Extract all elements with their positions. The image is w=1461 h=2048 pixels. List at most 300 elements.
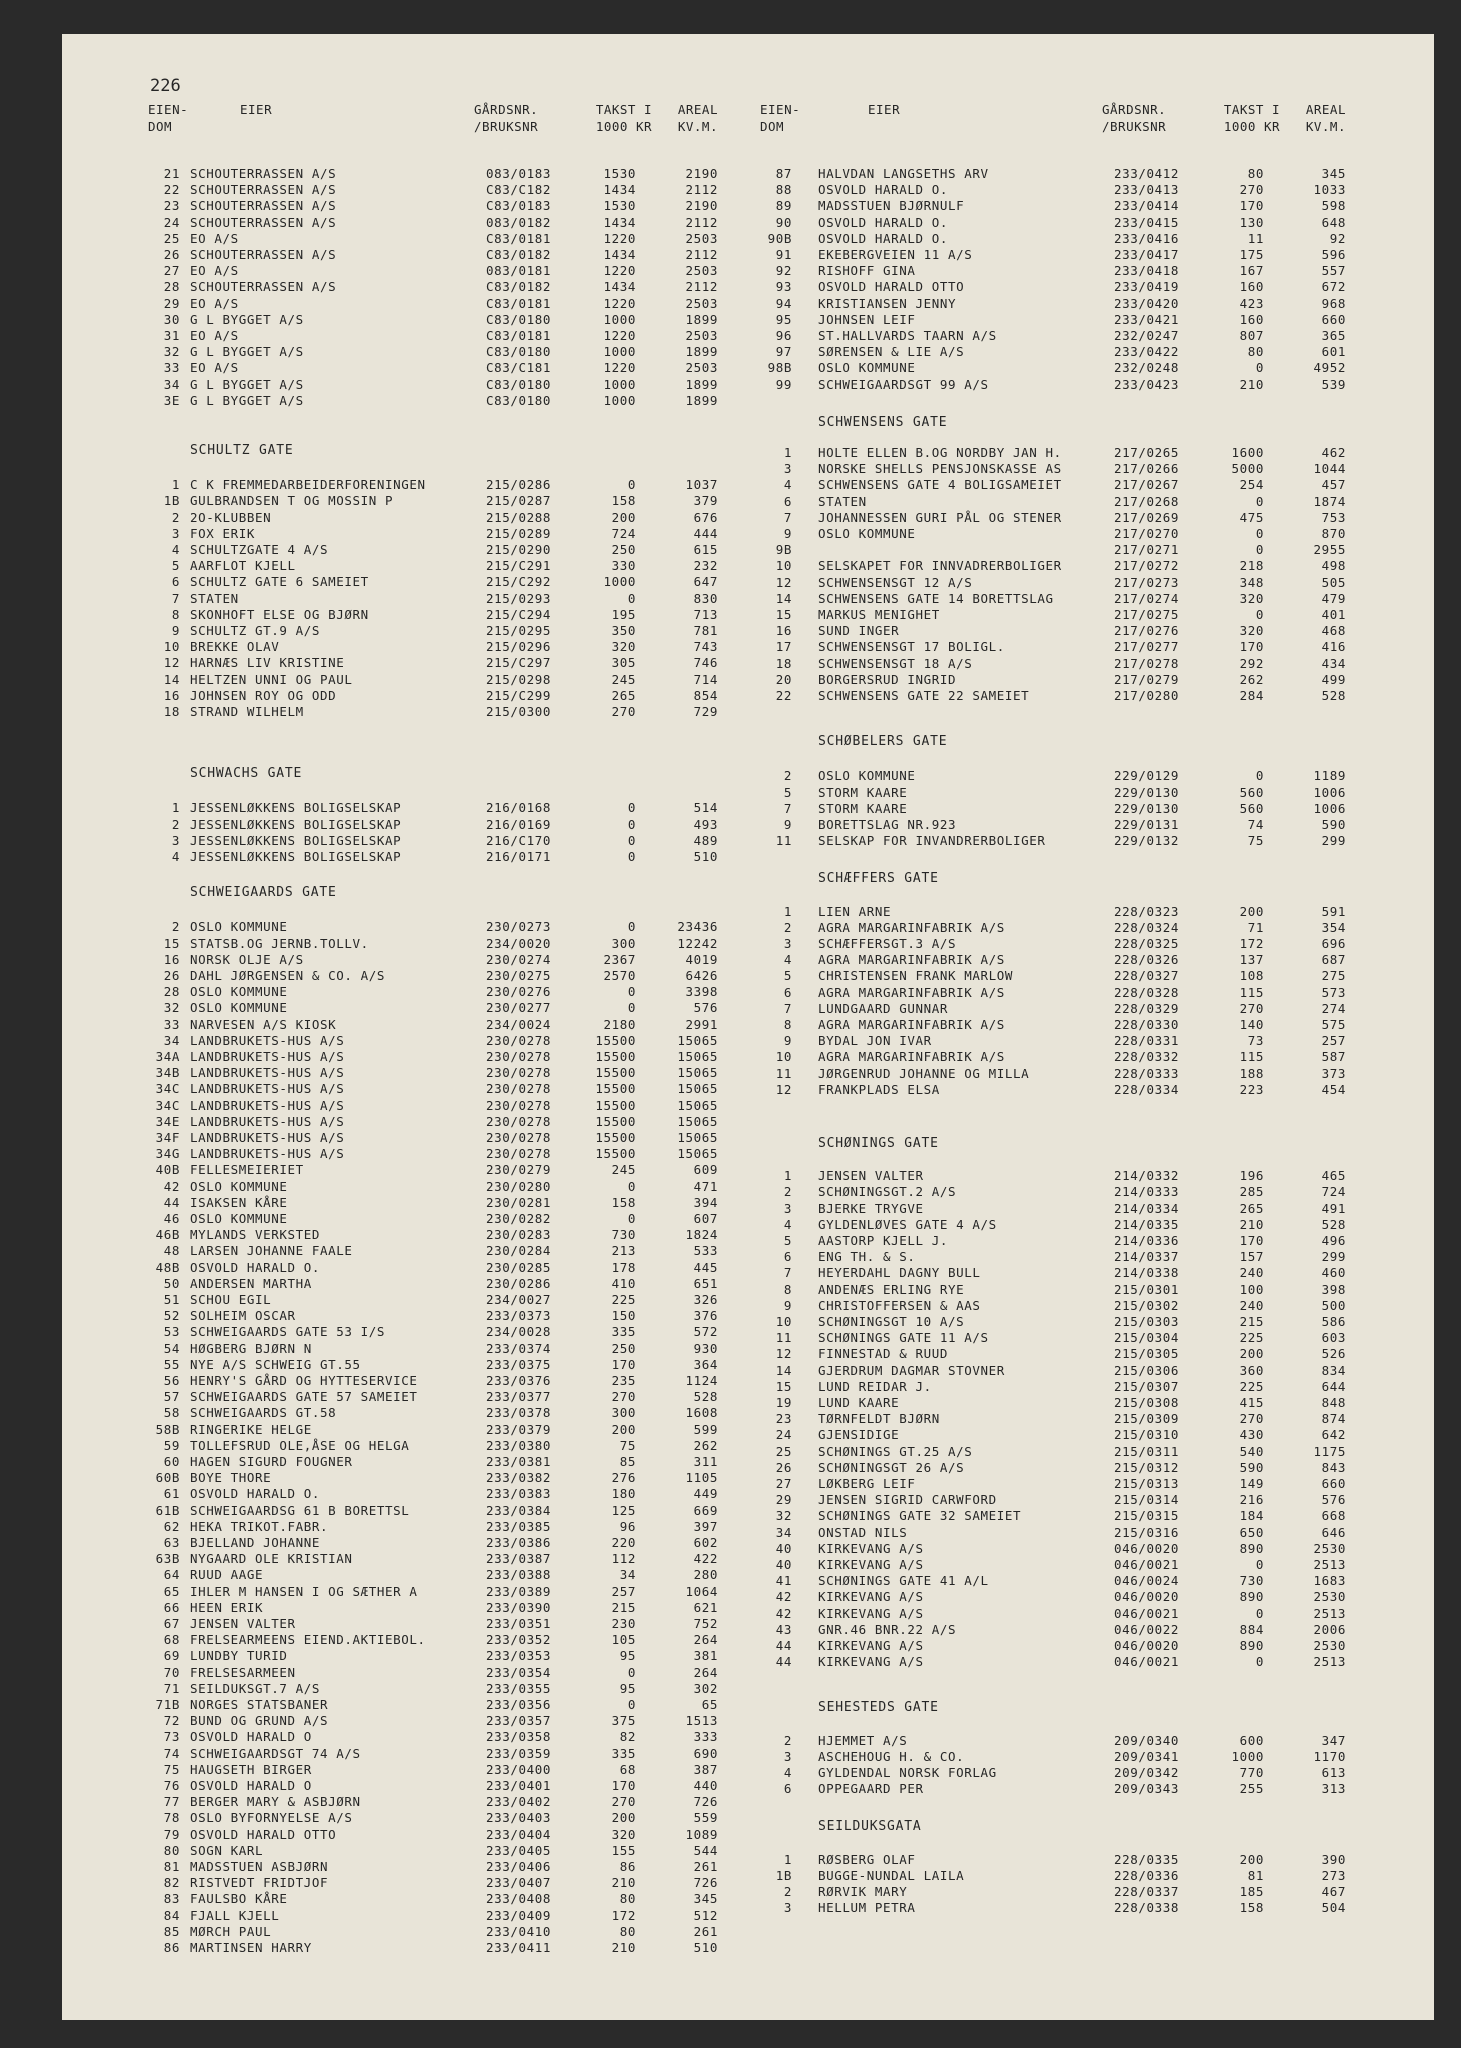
gardsnr-bruksnr: 209/0341: [1114, 1748, 1180, 1764]
owner-name: MARTINSEN HARRY: [190, 1940, 312, 1955]
takst-value: 15500: [595, 1097, 636, 1113]
takst-value: 157: [1239, 1249, 1264, 1265]
gardsnr-bruksnr: 233/0417: [1114, 247, 1180, 262]
areal-value: 313: [1321, 1781, 1346, 1797]
gardsnr-bruksnr: 217/0269: [1114, 509, 1180, 525]
areal-value: 642: [1321, 1427, 1346, 1443]
property-number: 12: [775, 1081, 792, 1097]
areal-value: 753: [1321, 509, 1346, 525]
gardsnr-bruksnr: 233/0357: [486, 1713, 552, 1729]
property-number: 26: [163, 968, 180, 983]
gardsnr-bruksnr: 234/0027: [486, 1292, 552, 1307]
table-row: [0, 1233, 1461, 1249]
table-row: [0, 279, 1461, 295]
header-eier: EIER: [240, 102, 273, 117]
owner-name: SCHWEIGAARDS GATE 57 SAMEIET: [190, 1389, 418, 1405]
areal-value: 376: [693, 1308, 718, 1324]
areal-value: 613: [1321, 1765, 1346, 1780]
property-number: 30: [163, 311, 180, 327]
gardsnr-bruksnr: 215/0306: [1114, 1362, 1180, 1378]
gardsnr-bruksnr: 233/0389: [486, 1583, 552, 1599]
property-number: 15: [775, 1378, 792, 1394]
gardsnr-bruksnr: 228/0336: [1114, 1867, 1180, 1883]
takst-value: 1000: [1231, 1748, 1264, 1764]
areal-value: 2503: [685, 360, 718, 376]
areal-value: 471: [693, 1178, 718, 1194]
areal-value: 690: [693, 1745, 718, 1761]
table-row: [0, 526, 1461, 542]
owner-name: SCHOUTERRASSEN A/S: [190, 166, 337, 181]
owner-name: JØRGENRUD JOHANNE OG MILLA: [818, 1065, 1030, 1081]
owner-name: SCHØNINGSGT 26 A/S: [818, 1459, 965, 1475]
property-number: 8: [783, 1017, 792, 1032]
property-number: 51: [163, 1292, 180, 1307]
table-row: [0, 1606, 1461, 1622]
property-number: 25: [775, 1443, 792, 1459]
gardsnr-bruksnr: 228/0327: [1114, 968, 1180, 984]
areal-value: 575: [1321, 1017, 1346, 1032]
table-row: [0, 1492, 1461, 1508]
gardsnr-bruksnr: 216/0168: [486, 800, 552, 816]
table-row: [0, 328, 1461, 344]
areal-value: 512: [693, 1907, 718, 1923]
property-number: 59: [163, 1437, 180, 1453]
takst-value: 2180: [603, 1016, 636, 1032]
gardsnr-bruksnr: 230/0278: [486, 1113, 552, 1129]
table-row: [0, 1049, 1461, 1065]
owner-name: ONSTAD NILS: [818, 1524, 908, 1540]
takst-value: 170: [611, 1778, 636, 1793]
owner-name: EO A/S: [190, 295, 239, 311]
gardsnr-bruksnr: 215/0309: [1114, 1411, 1180, 1427]
section-heading: SCHÆFFERS GATE: [818, 871, 939, 887]
gardsnr-bruksnr: 046/0021: [1114, 1557, 1180, 1572]
table-row: [0, 1249, 1461, 1265]
property-number: 67: [163, 1616, 180, 1631]
gardsnr-bruksnr: 215/0289: [486, 525, 552, 541]
areal-value: 647: [693, 574, 718, 590]
property-number: 12: [163, 655, 180, 671]
property-number: 29: [775, 1492, 792, 1508]
areal-value: 454: [1321, 1081, 1346, 1097]
areal-value: 479: [1321, 590, 1346, 606]
gardsnr-bruksnr: 233/0381: [486, 1454, 552, 1469]
gardsnr-bruksnr: 217/0268: [1114, 493, 1180, 509]
table-row: [0, 1427, 1461, 1443]
gardsnr-bruksnr: C83/0180: [486, 311, 552, 327]
owner-name: KRISTIANSEN JENNY: [818, 295, 957, 311]
property-number: 81: [163, 1859, 180, 1874]
gardsnr-bruksnr: 215/C292: [486, 574, 552, 590]
property-number: 62: [163, 1518, 180, 1534]
takst-value: 200: [611, 509, 636, 525]
owner-name: OSVOLD HARALD O.: [190, 1486, 321, 1502]
gardsnr-bruksnr: 230/0281: [486, 1194, 552, 1210]
gardsnr-bruksnr: 233/0354: [486, 1664, 552, 1680]
gardsnr-bruksnr: 233/0353: [486, 1648, 552, 1664]
areal-value: 422: [693, 1551, 718, 1567]
property-number: 73: [163, 1729, 180, 1745]
property-number: 34B: [155, 1065, 180, 1081]
areal-value: 2513: [1313, 1557, 1346, 1572]
owner-name: SUND INGER: [818, 623, 900, 639]
property-number: 96: [775, 328, 792, 343]
gardsnr-bruksnr: 233/0416: [1114, 230, 1180, 246]
areal-value: 1124: [685, 1373, 718, 1388]
property-number: 74: [163, 1745, 180, 1761]
property-number: 53: [163, 1324, 180, 1340]
table-row: [0, 1098, 1461, 1114]
owner-name: SCHOUTERRASSEN A/S: [190, 182, 337, 198]
takst-value: 130: [1239, 214, 1264, 230]
gardsnr-bruksnr: 215/0298: [486, 671, 552, 687]
table-row: [0, 1589, 1461, 1605]
areal-value: 528: [693, 1389, 718, 1405]
gardsnr-bruksnr: 230/0278: [486, 1130, 552, 1145]
owner-name: BYDAL JON IVAR: [818, 1033, 932, 1049]
table-row: [0, 1852, 1461, 1868]
owner-name: G L BYGGET A/S: [190, 392, 304, 408]
property-number: 69: [163, 1648, 180, 1664]
owner-name: G L BYGGET A/S: [190, 376, 304, 392]
table-row: [0, 1810, 1461, 1826]
areal-value: 15065: [677, 1130, 718, 1145]
gardsnr-bruksnr: 230/0283: [486, 1227, 552, 1243]
takst-value: 108: [1239, 968, 1264, 984]
areal-value: 434: [1321, 655, 1346, 671]
gardsnr-bruksnr: 233/0409: [486, 1907, 552, 1923]
property-number: 2: [171, 919, 180, 935]
areal-value: 2503: [685, 328, 718, 343]
property-number: 26: [775, 1459, 792, 1475]
takst-value: 240: [1239, 1265, 1264, 1281]
gardsnr-bruksnr: 233/0415: [1114, 214, 1180, 230]
areal-value: 510: [693, 849, 718, 864]
gardsnr-bruksnr: 230/0273: [486, 919, 552, 935]
takst-value: 410: [611, 1275, 636, 1291]
gardsnr-bruksnr: C83/0181: [486, 230, 552, 246]
owner-name: SCHWEIGAARDS GATE 53 I/S: [190, 1324, 386, 1340]
takst-value: 125: [611, 1502, 636, 1518]
gardsnr-bruksnr: 230/0278: [486, 1049, 552, 1064]
owner-name: JESSENLØKKENS BOLIGSELSKAP: [190, 832, 402, 848]
takst-value: 350: [611, 623, 636, 638]
takst-value: 0: [627, 590, 636, 606]
property-number: 10: [775, 1049, 792, 1065]
areal-value: 609: [693, 1162, 718, 1178]
areal-value: 493: [693, 816, 718, 832]
property-number: 21: [163, 166, 180, 181]
takst-value: 0: [627, 816, 636, 832]
areal-value: 468: [1321, 623, 1346, 639]
owner-name: LARSEN JOHANNE FAALE: [190, 1243, 353, 1259]
owner-name: ISAKSEN KÅRE: [190, 1194, 288, 1210]
owner-name: EO A/S: [190, 230, 239, 246]
takst-value: 188: [1239, 1065, 1264, 1081]
gardsnr-bruksnr: 233/0351: [486, 1616, 552, 1631]
takst-value: 15500: [595, 1032, 636, 1048]
takst-value: 15500: [595, 1130, 636, 1145]
gardsnr-bruksnr: 233/0422: [1114, 344, 1180, 360]
areal-value: 601: [1321, 344, 1346, 360]
owner-name: FAULSBO KÅRE: [190, 1891, 288, 1907]
gardsnr-bruksnr: 233/0404: [486, 1826, 552, 1842]
gardsnr-bruksnr: 217/0279: [1114, 671, 1180, 687]
takst-value: 68: [619, 1761, 636, 1777]
table-row: [0, 688, 1461, 704]
gardsnr-bruksnr: C83/0180: [486, 392, 552, 408]
gardsnr-bruksnr: 217/0267: [1114, 477, 1180, 493]
takst-value: 115: [1239, 1049, 1264, 1065]
gardsnr-bruksnr: 230/0279: [486, 1162, 552, 1178]
table-row: [0, 1654, 1461, 1670]
areal-value: 12242: [677, 935, 718, 951]
property-number: 22: [775, 688, 792, 703]
owner-name: SCHÆFFERSGT.3 A/S: [818, 936, 957, 951]
owner-name: SCHWENSENSGT 18 A/S: [818, 655, 973, 671]
property-number: 42: [163, 1178, 180, 1194]
property-number: 44: [163, 1194, 180, 1210]
table-row: [0, 445, 1461, 461]
owner-name: SCHOUTERRASSEN A/S: [190, 214, 337, 230]
gardsnr-bruksnr: 083/0181: [486, 263, 552, 279]
areal-value: 1899: [685, 344, 718, 360]
gardsnr-bruksnr: 233/0375: [486, 1356, 552, 1372]
owner-name: RISTVEDT FRIDTJOF: [190, 1875, 329, 1891]
owner-name: SCHØNINGS GATE 32 SAMEIET: [818, 1508, 1022, 1524]
takst-value: 300: [611, 1405, 636, 1421]
takst-value: 215: [1239, 1314, 1264, 1329]
takst-value: 245: [611, 671, 636, 687]
owner-name: SCHULTZGATE 4 A/S: [190, 542, 329, 557]
takst-value: 0: [627, 477, 636, 493]
areal-value: 2006: [1313, 1621, 1346, 1637]
gardsnr-bruksnr: 083/0182: [486, 214, 552, 230]
owner-name: NORSKE SHELLS PENSJONSKASSE AS: [818, 461, 1062, 477]
gardsnr-bruksnr: 233/0412: [1114, 166, 1180, 181]
areal-value: 615: [693, 542, 718, 557]
property-number: 24: [775, 1427, 792, 1443]
table-row: [0, 1146, 1461, 1162]
areal-value: 2955: [1313, 542, 1346, 558]
property-number: 44: [775, 1638, 792, 1653]
areal-value: 843: [1321, 1459, 1346, 1475]
property-number: 1: [783, 445, 792, 460]
takst-value: 0: [1255, 360, 1264, 376]
table-row: [0, 1265, 1461, 1281]
takst-value: 415: [1239, 1395, 1264, 1410]
owner-name: LUNDGAARD GUNNAR: [818, 1000, 949, 1016]
owner-name: BOYE THORE: [190, 1470, 272, 1486]
takst-value: 1530: [603, 198, 636, 214]
table-row: [0, 833, 1461, 849]
takst-value: 95: [619, 1648, 636, 1664]
takst-value: 375: [611, 1713, 636, 1729]
takst-value: 250: [611, 1340, 636, 1356]
property-number: 89: [775, 198, 792, 214]
takst-value: 320: [1239, 623, 1264, 639]
takst-value: 230: [611, 1616, 636, 1631]
areal-value: 445: [693, 1259, 718, 1275]
takst-value: 2367: [603, 951, 636, 967]
owner-name: SCHOUTERRASSEN A/S: [190, 247, 337, 262]
owner-name: GYLDENDAL NORSK FORLAG: [818, 1765, 997, 1780]
takst-value: 360: [1239, 1362, 1264, 1378]
areal-value: 968: [1321, 295, 1346, 311]
gardsnr-bruksnr: 233/0376: [486, 1373, 552, 1388]
section-heading: SCHWEIGAARDS GATE: [190, 885, 337, 901]
owner-name: CHRISTENSEN FRANK MARLOW: [818, 968, 1014, 984]
property-number: 1: [783, 1851, 792, 1867]
owner-name: RØRVIK MARY: [818, 1884, 908, 1899]
table-row: [0, 1781, 1461, 1797]
section-heading: SEILDUKSGATA: [818, 1819, 922, 1835]
areal-value: 528: [1321, 1216, 1346, 1232]
gardsnr-bruksnr: 209/0342: [1114, 1765, 1180, 1780]
takst-value: 560: [1239, 800, 1264, 816]
owner-name: AGRA MARGARINFABRIK A/S: [818, 919, 1005, 935]
property-number: 40B: [155, 1162, 180, 1178]
property-number: 34C: [155, 1081, 180, 1097]
owner-name: HAGEN SIGURD FOUGNER: [190, 1454, 353, 1469]
table-row: [0, 1082, 1461, 1098]
gardsnr-bruksnr: 233/0402: [486, 1794, 552, 1810]
owner-name: LUND KAARE: [818, 1395, 900, 1410]
areal-value: 669: [693, 1502, 718, 1518]
gardsnr-bruksnr: 228/0334: [1114, 1081, 1180, 1097]
owner-name: AASTORP KJELL J.: [818, 1233, 949, 1248]
areal-value: 302: [693, 1680, 718, 1696]
property-number: 2: [783, 919, 792, 935]
takst-value: 100: [1239, 1281, 1264, 1297]
areal-value: 1608: [685, 1405, 718, 1421]
table-row: [0, 296, 1461, 312]
areal-value: 6426: [685, 968, 718, 983]
owner-name: AGRA MARGARINFABRIK A/S: [818, 984, 1005, 1000]
gardsnr-bruksnr: C83/C182: [486, 182, 552, 198]
gardsnr-bruksnr: 233/0384: [486, 1502, 552, 1518]
gardsnr-bruksnr: 233/0382: [486, 1470, 552, 1486]
property-number: 97: [775, 344, 792, 360]
takst-value: 80: [1247, 166, 1264, 181]
property-number: 6: [783, 984, 792, 1000]
areal-value: 598: [1321, 198, 1346, 214]
gardsnr-bruksnr: 229/0130: [1114, 784, 1180, 800]
gardsnr-bruksnr: 230/0274: [486, 951, 552, 967]
areal-value: 590: [1321, 817, 1346, 832]
takst-value: 225: [1239, 1378, 1264, 1394]
gardsnr-bruksnr: 214/0332: [1114, 1168, 1180, 1184]
takst-value: 1220: [603, 360, 636, 376]
property-number: 77: [163, 1794, 180, 1810]
property-number: 55: [163, 1356, 180, 1372]
table-row: [0, 1346, 1461, 1362]
takst-value: 213: [611, 1243, 636, 1259]
table-row: [0, 166, 1461, 182]
areal-value: 576: [1321, 1492, 1346, 1508]
takst-value: 216: [1239, 1492, 1264, 1508]
gardsnr-bruksnr: 214/0336: [1114, 1233, 1180, 1248]
table-row: [0, 952, 1461, 968]
takst-value: 300: [611, 935, 636, 951]
owner-name: HELLUM PETRA: [818, 1900, 916, 1916]
gardsnr-bruksnr: 229/0132: [1114, 833, 1180, 849]
areal-value: 489: [693, 832, 718, 848]
areal-value: 444: [693, 525, 718, 541]
gardsnr-bruksnr: 217/0272: [1114, 558, 1180, 574]
property-number: 75: [163, 1761, 180, 1777]
property-number: 98B: [767, 360, 792, 376]
property-number: 6: [783, 493, 792, 509]
takst-value: 170: [1239, 1233, 1264, 1248]
gardsnr-bruksnr: 046/0020: [1114, 1540, 1180, 1556]
areal-value: 261: [693, 1859, 718, 1874]
property-number: 61B: [155, 1502, 180, 1518]
owner-name: NARVESEN A/S KIOSK: [190, 1016, 337, 1032]
takst-value: 270: [1239, 1000, 1264, 1016]
takst-value: 96: [619, 1518, 636, 1534]
owner-name: NYGAARD OLE KRISTIAN: [190, 1551, 353, 1567]
areal-value: 587: [1321, 1049, 1346, 1065]
takst-value: 172: [611, 1907, 636, 1923]
property-number: 82: [163, 1875, 180, 1891]
gardsnr-bruksnr: 217/0266: [1114, 461, 1180, 477]
property-number: 92: [775, 263, 792, 279]
owner-name: LANDBRUKETS-HUS A/S: [190, 1097, 345, 1113]
areal-value: 1513: [685, 1713, 718, 1729]
takst-value: 320: [611, 639, 636, 655]
property-number: 7: [171, 590, 180, 606]
gardsnr-bruksnr: 214/0334: [1114, 1200, 1180, 1216]
areal-value: 644: [1321, 1378, 1346, 1394]
areal-value: 1006: [1313, 800, 1346, 816]
takst-value: 5000: [1231, 461, 1264, 477]
property-number: 2: [171, 509, 180, 525]
owner-name: OSVOLD HARALD O.: [190, 1259, 321, 1275]
areal-value: 2530: [1313, 1589, 1346, 1605]
owner-name: SCHWEIGAARDS GT.58: [190, 1405, 337, 1421]
owner-name: BORETTSLAG NR.923: [818, 817, 957, 832]
takst-value: 0: [1255, 542, 1264, 558]
property-number: 4: [783, 477, 792, 493]
gardsnr-bruksnr: 233/0420: [1114, 295, 1180, 311]
property-number: 9: [783, 1297, 792, 1313]
areal-value: 1824: [685, 1227, 718, 1243]
property-number: 5: [783, 968, 792, 984]
table-row: [0, 1573, 1461, 1589]
areal-value: 1006: [1313, 784, 1346, 800]
property-number: 27: [775, 1476, 792, 1491]
owner-name: G L BYGGET A/S: [190, 311, 304, 327]
takst-value: 770: [1239, 1765, 1264, 1780]
gardsnr-bruksnr: 233/0358: [486, 1729, 552, 1745]
owner-name: HOLTE ELLEN B.OG NORDBY JAN H.: [818, 445, 1062, 460]
areal-value: 347: [1321, 1732, 1346, 1748]
takst-value: 172: [1239, 936, 1264, 951]
owner-name: STORM KAARE: [818, 800, 908, 816]
takst-value: 1600: [1231, 445, 1264, 460]
takst-value: 240: [1239, 1297, 1264, 1313]
gardsnr-bruksnr: 228/0335: [1114, 1851, 1180, 1867]
takst-value: 0: [627, 1664, 636, 1680]
areal-value: 660: [1321, 1476, 1346, 1491]
table-row: [0, 393, 1461, 409]
gardsnr-bruksnr: 215/C291: [486, 558, 552, 574]
table-row: [0, 461, 1461, 477]
areal-value: 264: [693, 1664, 718, 1680]
areal-value: 449: [693, 1486, 718, 1502]
property-number: 64: [163, 1567, 180, 1583]
